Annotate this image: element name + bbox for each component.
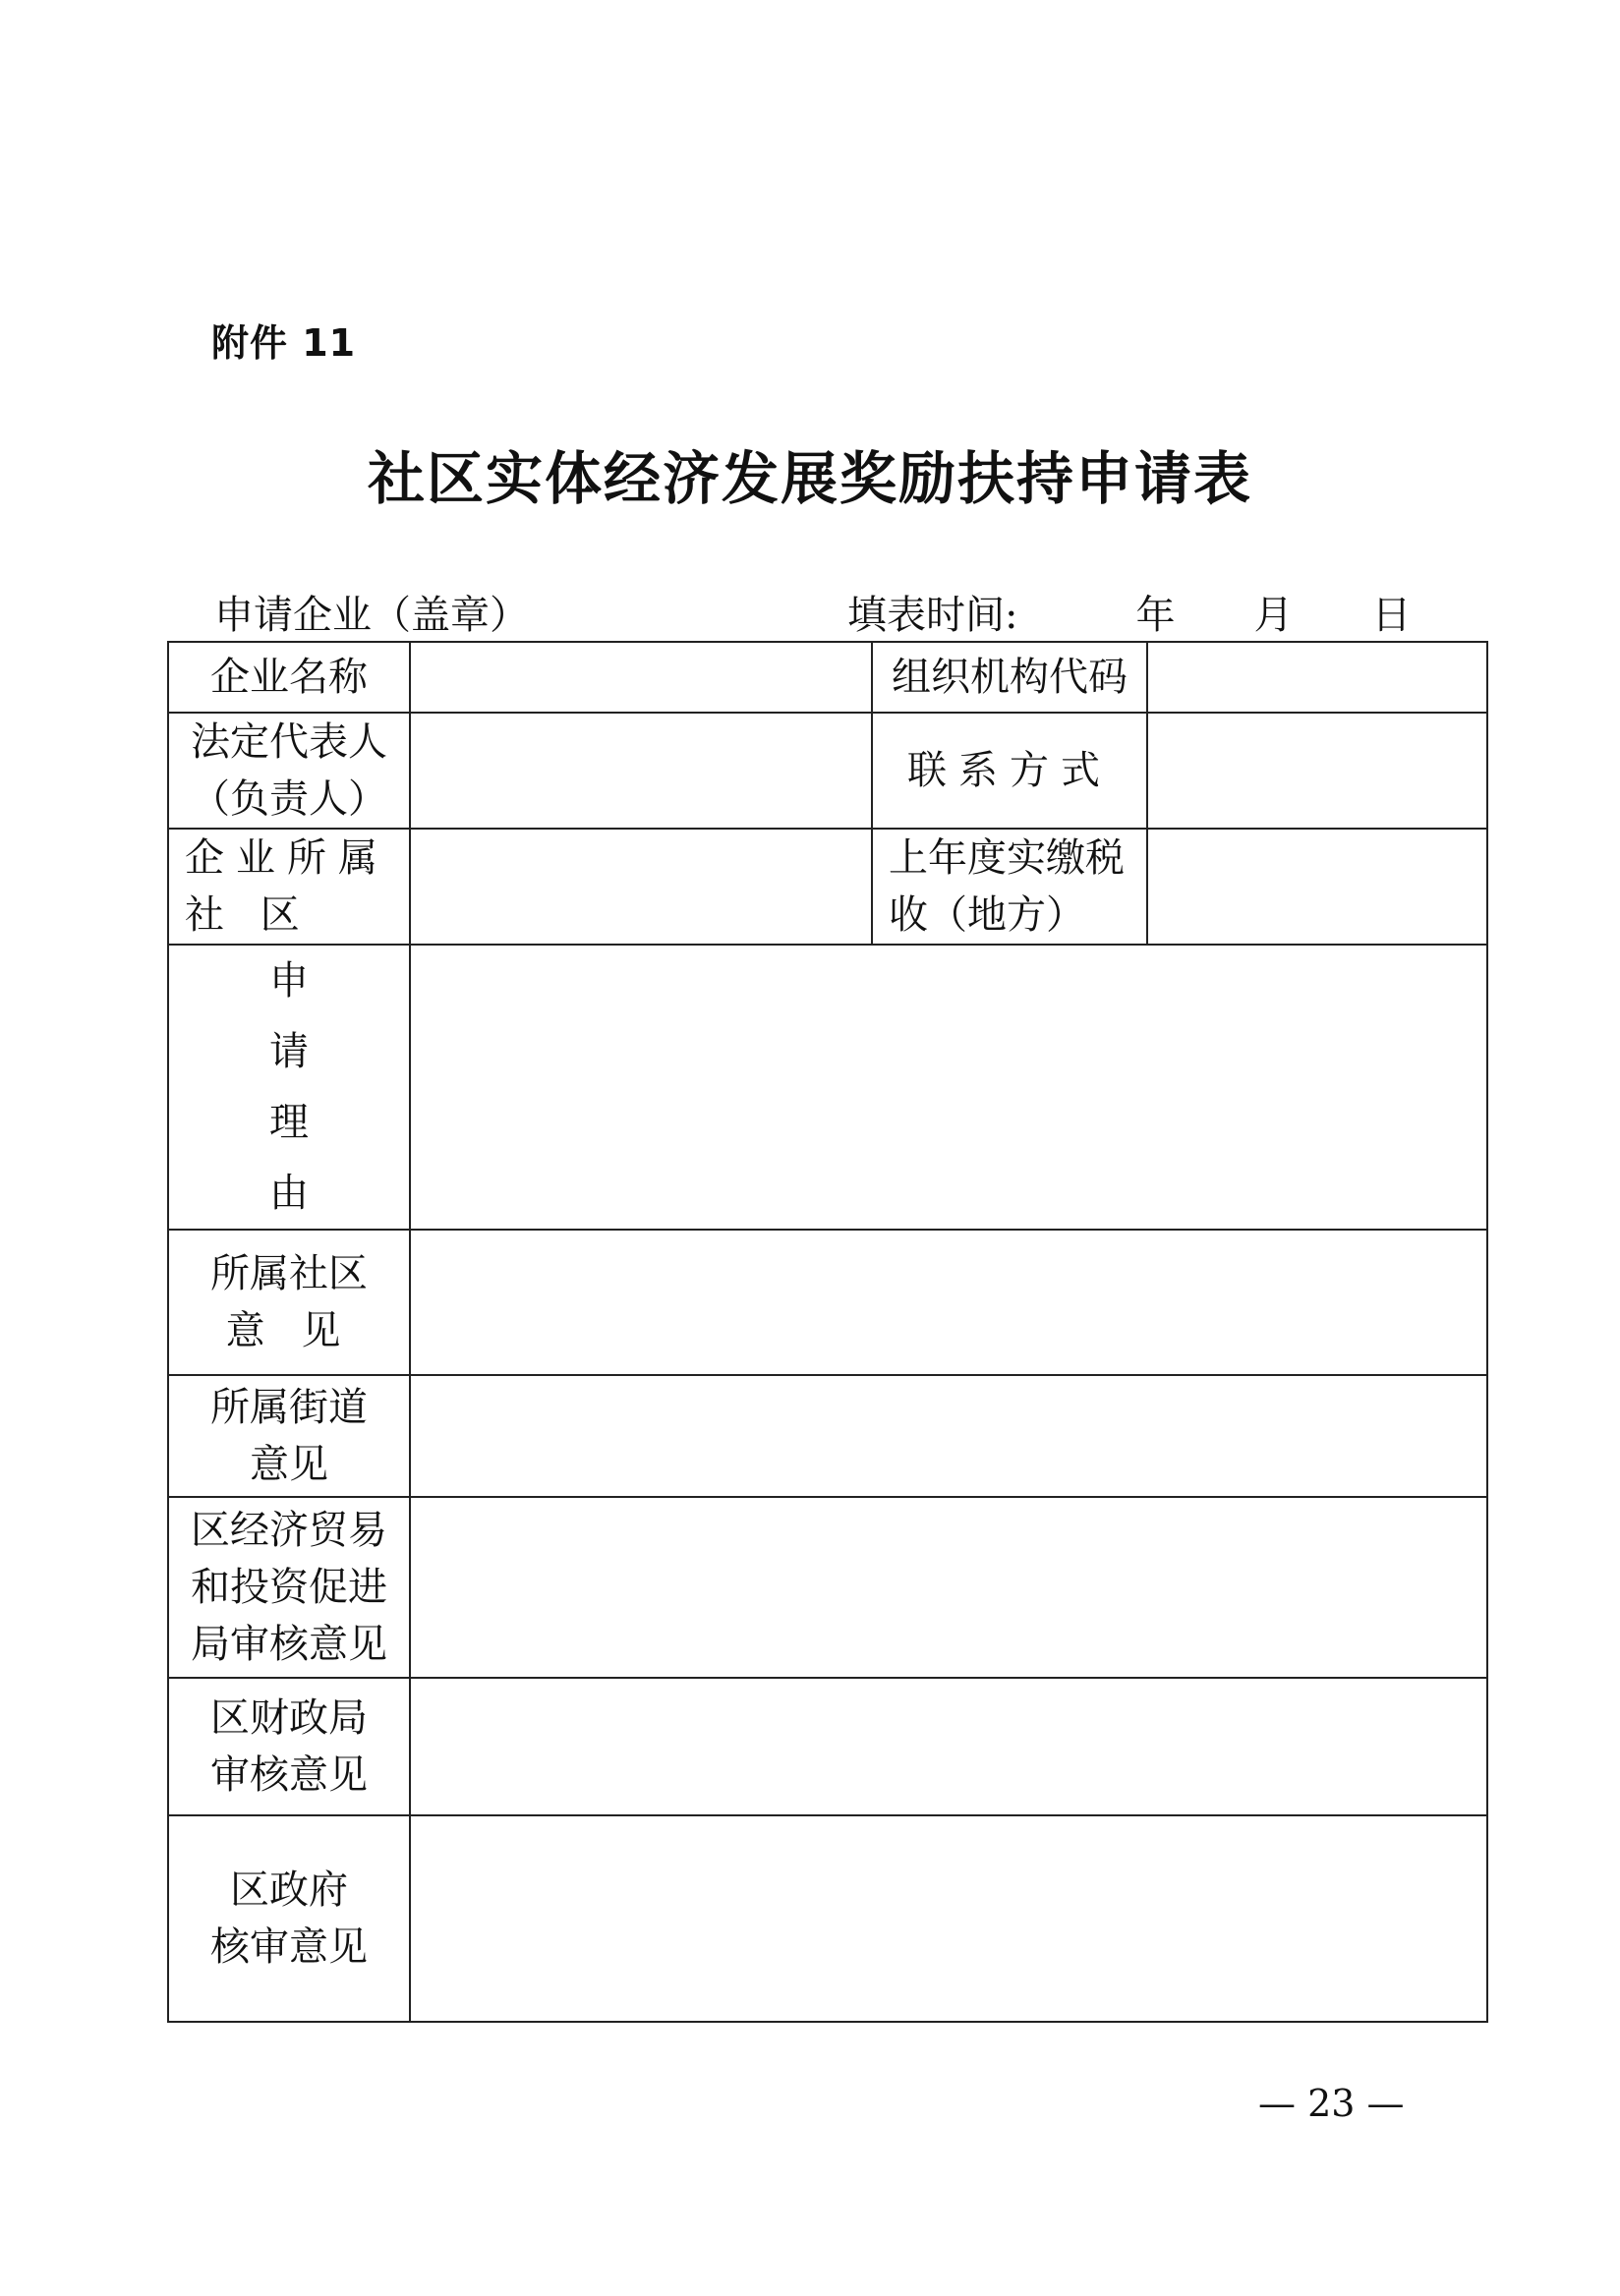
company-name-field[interactable]: [410, 642, 872, 713]
company-name-label: 企业名称: [168, 642, 410, 713]
community-line1: 企业所属: [185, 835, 389, 881]
legal-rep-field[interactable]: [410, 713, 872, 829]
economy-bureau-line3: 局审核意见: [191, 1622, 387, 1667]
finance-bureau-field[interactable]: [410, 1678, 1487, 1815]
reason-char-4: 由: [269, 1171, 309, 1216]
row-company-name: [168, 642, 1487, 713]
reason-char-1: 申: [269, 958, 309, 1004]
economy-bureau-field[interactable]: [410, 1497, 1487, 1678]
finance-bureau-line2: 审核意见: [210, 1752, 368, 1798]
community-field[interactable]: [410, 829, 872, 945]
legal-rep-line1: 法定代表人: [191, 719, 387, 765]
year-label: 年: [1135, 593, 1176, 638]
application-form-table: [167, 641, 1488, 2023]
district-gov-line1: 区政府: [230, 1867, 348, 1913]
contact-field[interactable]: [1147, 713, 1487, 829]
org-code-label: 组织机构代码: [872, 642, 1147, 713]
finance-bureau-line1: 区财政局: [210, 1695, 368, 1741]
reason-char-2: 请: [269, 1029, 309, 1074]
tax-label: [872, 829, 1147, 945]
row-street-opinion: [168, 1375, 1487, 1497]
tax-line2: 收（地方）: [889, 892, 1085, 938]
economy-bureau-label: [168, 1497, 410, 1678]
community-opinion-line1: 所属社区: [210, 1251, 368, 1296]
attachment-label: 附件 11: [211, 321, 357, 365]
reason-label: [168, 945, 410, 1230]
row-community: [168, 829, 1487, 945]
form-title: 社区实体经济发展奖励扶持申请表: [367, 445, 1252, 512]
legal-rep-line2: （负责人）: [191, 776, 387, 822]
reason-field[interactable]: [410, 945, 1487, 1230]
applicant-seal-label: 申请企业（盖章）: [214, 593, 529, 638]
community-line2: 社 区: [185, 892, 312, 938]
district-gov-line2: 核审意见: [210, 1924, 368, 1970]
street-opinion-label: [168, 1375, 410, 1497]
street-opinion-field[interactable]: [410, 1375, 1487, 1497]
row-economy-bureau: [168, 1497, 1487, 1678]
contact-label: 联系方式: [872, 713, 1147, 829]
finance-bureau-label: [168, 1678, 410, 1815]
fill-time-row: [847, 584, 1411, 640]
tax-line1: 上年度实缴税: [889, 835, 1125, 881]
street-opinion-line1: 所属街道: [210, 1385, 368, 1430]
community-opinion-field[interactable]: [410, 1230, 1487, 1375]
street-opinion-line2: 意见: [250, 1442, 328, 1487]
economy-bureau-line1: 区经济贸易: [191, 1508, 387, 1553]
economy-bureau-line2: 和投资促进: [191, 1565, 387, 1610]
community-label: [168, 829, 410, 945]
page-number: — 23 —: [1258, 2082, 1405, 2125]
tax-field[interactable]: [1147, 829, 1487, 945]
district-gov-label: [168, 1815, 410, 2022]
district-gov-field[interactable]: [410, 1815, 1487, 2022]
row-community-opinion: [168, 1230, 1487, 1375]
community-opinion-label: [168, 1230, 410, 1375]
month-label: 月: [1253, 593, 1294, 638]
community-opinion-line2: 意 见: [225, 1308, 353, 1353]
day-label: 日: [1371, 593, 1412, 638]
row-finance-bureau: [168, 1678, 1487, 1815]
row-district-gov: [168, 1815, 1487, 2022]
row-legal-rep: [168, 713, 1487, 829]
legal-rep-label: [168, 713, 410, 829]
org-code-field[interactable]: [1147, 642, 1487, 713]
row-reason: [168, 945, 1487, 1230]
reason-char-3: 理: [269, 1100, 309, 1145]
fill-time-label: 填表时间:: [847, 593, 1018, 638]
